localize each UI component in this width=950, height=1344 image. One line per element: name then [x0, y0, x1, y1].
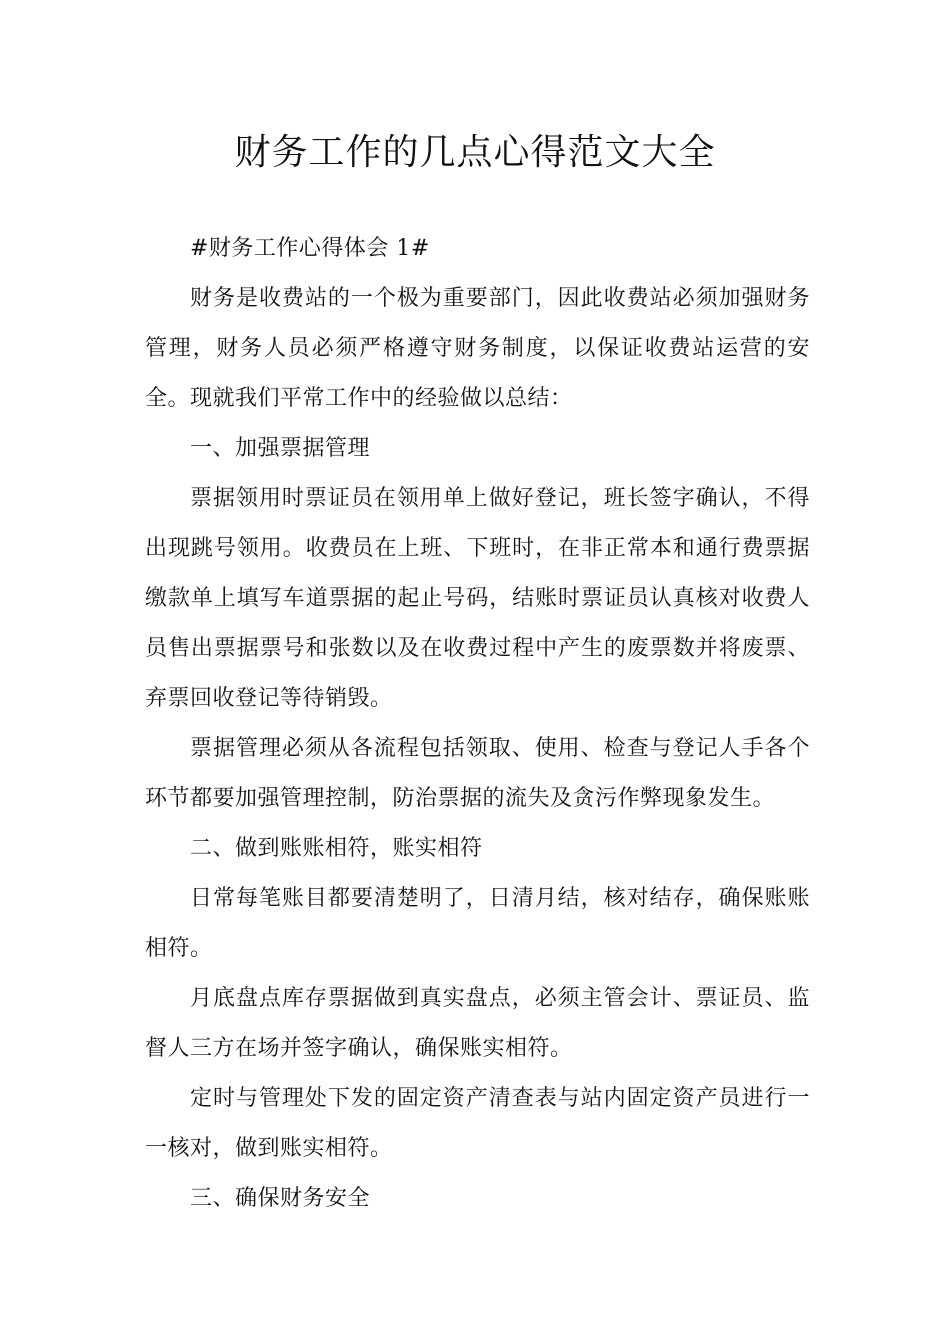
paragraph: 月底盘点库存票据做到真实盘点，必须主管会计、票证员、监督人三方在场并签字确认，确保账实相符。: [145, 986, 810, 1061]
document-title: 财务工作的几点心得范文大全: [234, 132, 716, 173]
section-heading: 一、加强票据管理: [190, 436, 371, 461]
paragraph: 日常每笔账目都要清楚明了，日清月结，核对结存，确保账账相符。: [145, 886, 810, 961]
paragraph: 定时与管理处下发的固定资产清查表与站内固定资产员进行一一核对，做到账实相符。: [145, 1086, 810, 1161]
section-heading: 三、确保财务安全: [190, 1186, 371, 1211]
section-heading: #财务工作心得体会 1#: [190, 236, 430, 261]
paragraph: 票据领用时票证员在领用单上做好登记，班长签字确认，不得出现跳号领用。收费员在上班、下班时，在非正常本和通行费票据缴款单上填写车道票据的起止号码，结账时票证员认真核对收费人员售出票据票号和张数以及在收费过程中产生的废票数并将废票、弃票回收登记等待销毁。: [145, 486, 810, 711]
document-body: [145, 224, 810, 1224]
paragraph: 财务是收费站的一个极为重要部门，因此收费站必须加强财务管理，财务人员必须严格遵守财务制度，以保证收费站运营的安全。现就我们平常工作中的经验做以总结：: [145, 286, 810, 411]
paragraph: 票据管理必须从各流程包括领取、使用、检查与登记人手各个环节都要加强管理控制，防治票据的流失及贪污作弊现象发生。: [145, 736, 810, 811]
section-heading: 二、做到账账相符，账实相符: [190, 836, 483, 861]
